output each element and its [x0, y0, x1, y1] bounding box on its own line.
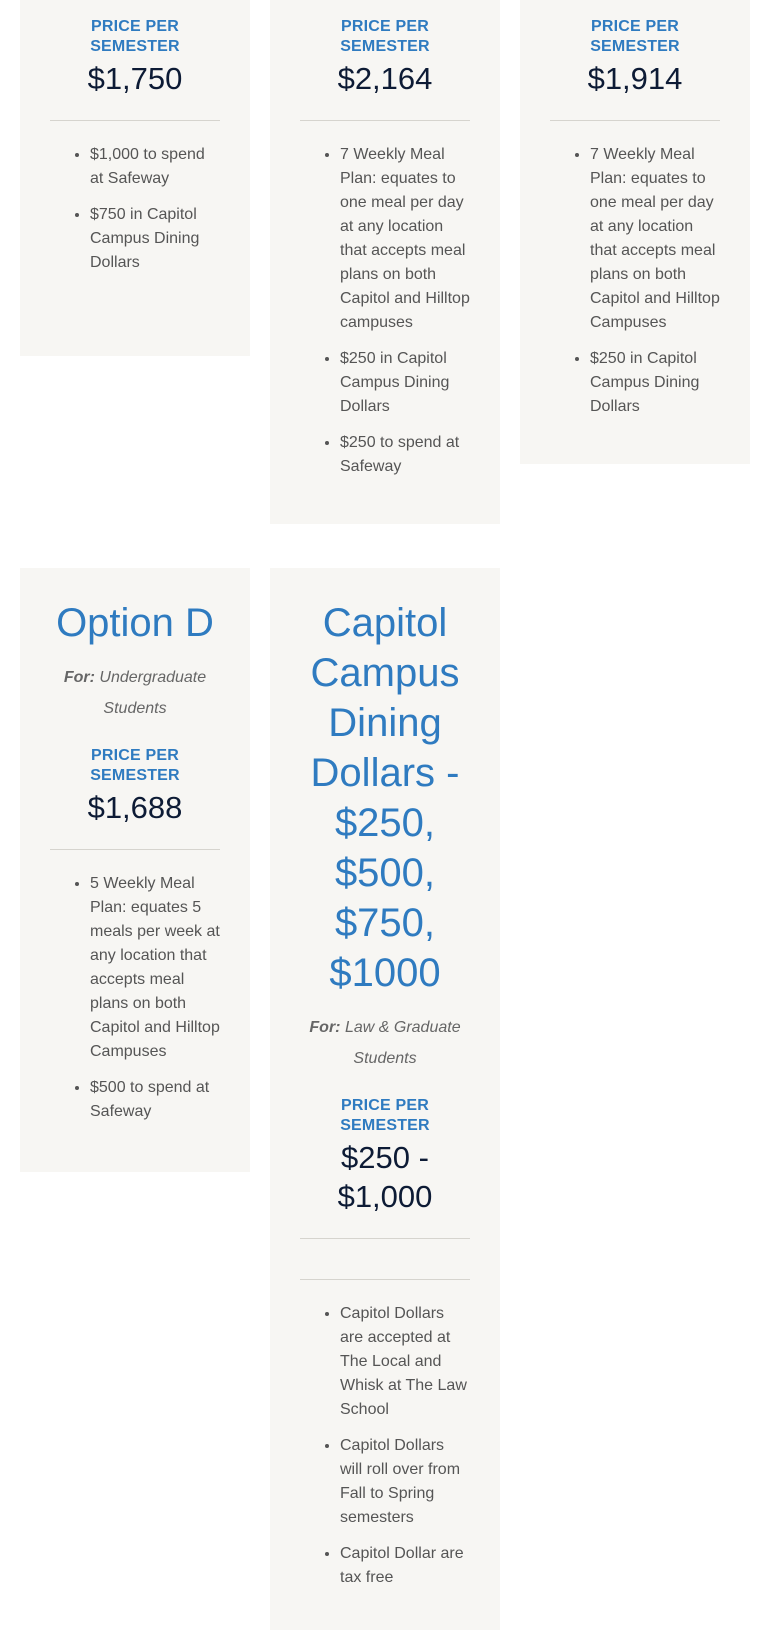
feature-item: • Capitol Dollars will roll over from Fall to Spring semesters — [340, 1434, 470, 1530]
feature-item: • 5 Weekly Meal Plan: equates 5 meals per week at any location that accepts meal plans on both Capitol and Hilltop Campuses — [90, 872, 220, 1064]
feature-item: • Capitol Dollars are accepted at The Local and Whisk at The Law School — [340, 1302, 470, 1422]
price: $1,688 — [87, 790, 183, 825]
card-title: Capitol Campus Dining Dollars - $250, $500, $750, $1000 — [310, 601, 460, 995]
audience-text: Undergraduate Students — [99, 669, 207, 717]
feature-item: • 7 Weekly Meal Plan: equates to one meal per day at any location that accepts meal plans on both Capitol and Hilltop campuses — [340, 143, 470, 335]
meal-plan-card-capitol-dollars — [270, 568, 500, 1630]
feature-item: • $250 to spend at Safeway — [340, 431, 470, 479]
price: $250 - $1,000 — [337, 1140, 433, 1214]
price: $1,750 — [87, 61, 183, 96]
price: $2,164 — [337, 61, 433, 96]
feature-item: • $500 to spend at Safeway — [90, 1076, 220, 1124]
meal-plan-card-1 — [20, 0, 250, 356]
price-label: PRICE PER SEMESTER — [90, 747, 180, 784]
audience-label: For: — [309, 1019, 341, 1036]
audience-label: For: — [63, 669, 95, 686]
divider — [300, 120, 470, 121]
card-title: Option D — [56, 601, 214, 645]
meal-plan-card-3 — [520, 0, 750, 464]
feature-item: • 7 Weekly Meal Plan: equates to one meal per day at any location that accepts meal plans on both Capitol and Hilltop Campuses — [590, 143, 720, 335]
feature-item: • $750 in Capitol Campus Dining Dollars — [90, 203, 220, 275]
feature-list — [300, 1302, 470, 1590]
price-label: PRICE PER SEMESTER — [340, 1097, 430, 1134]
divider — [300, 1279, 470, 1280]
divider — [50, 849, 220, 850]
feature-list — [550, 143, 720, 419]
audience-line — [300, 1012, 470, 1074]
feature-list — [50, 872, 220, 1124]
price: $1,914 — [587, 61, 683, 96]
audience-text: Law & Graduate Students — [344, 1019, 461, 1067]
divider — [300, 1238, 470, 1239]
feature-item: • Capitol Dollar are tax free — [340, 1542, 470, 1590]
divider — [50, 120, 220, 121]
feature-item: • $250 in Capitol Campus Dining Dollars — [340, 347, 470, 419]
divider — [550, 120, 720, 121]
price-label: PRICE PER SEMESTER — [340, 18, 430, 55]
feature-item: • $1,000 to spend at Safeway — [90, 143, 220, 191]
audience-line — [50, 662, 220, 724]
price-label: PRICE PER SEMESTER — [590, 18, 680, 55]
meal-plan-card-2 — [270, 0, 500, 524]
feature-list — [300, 143, 470, 479]
feature-list — [50, 143, 220, 275]
price-label: PRICE PER SEMESTER — [90, 18, 180, 55]
feature-item: • $250 in Capitol Campus Dining Dollars — [590, 347, 720, 419]
meal-plan-card-option-d — [20, 568, 250, 1172]
